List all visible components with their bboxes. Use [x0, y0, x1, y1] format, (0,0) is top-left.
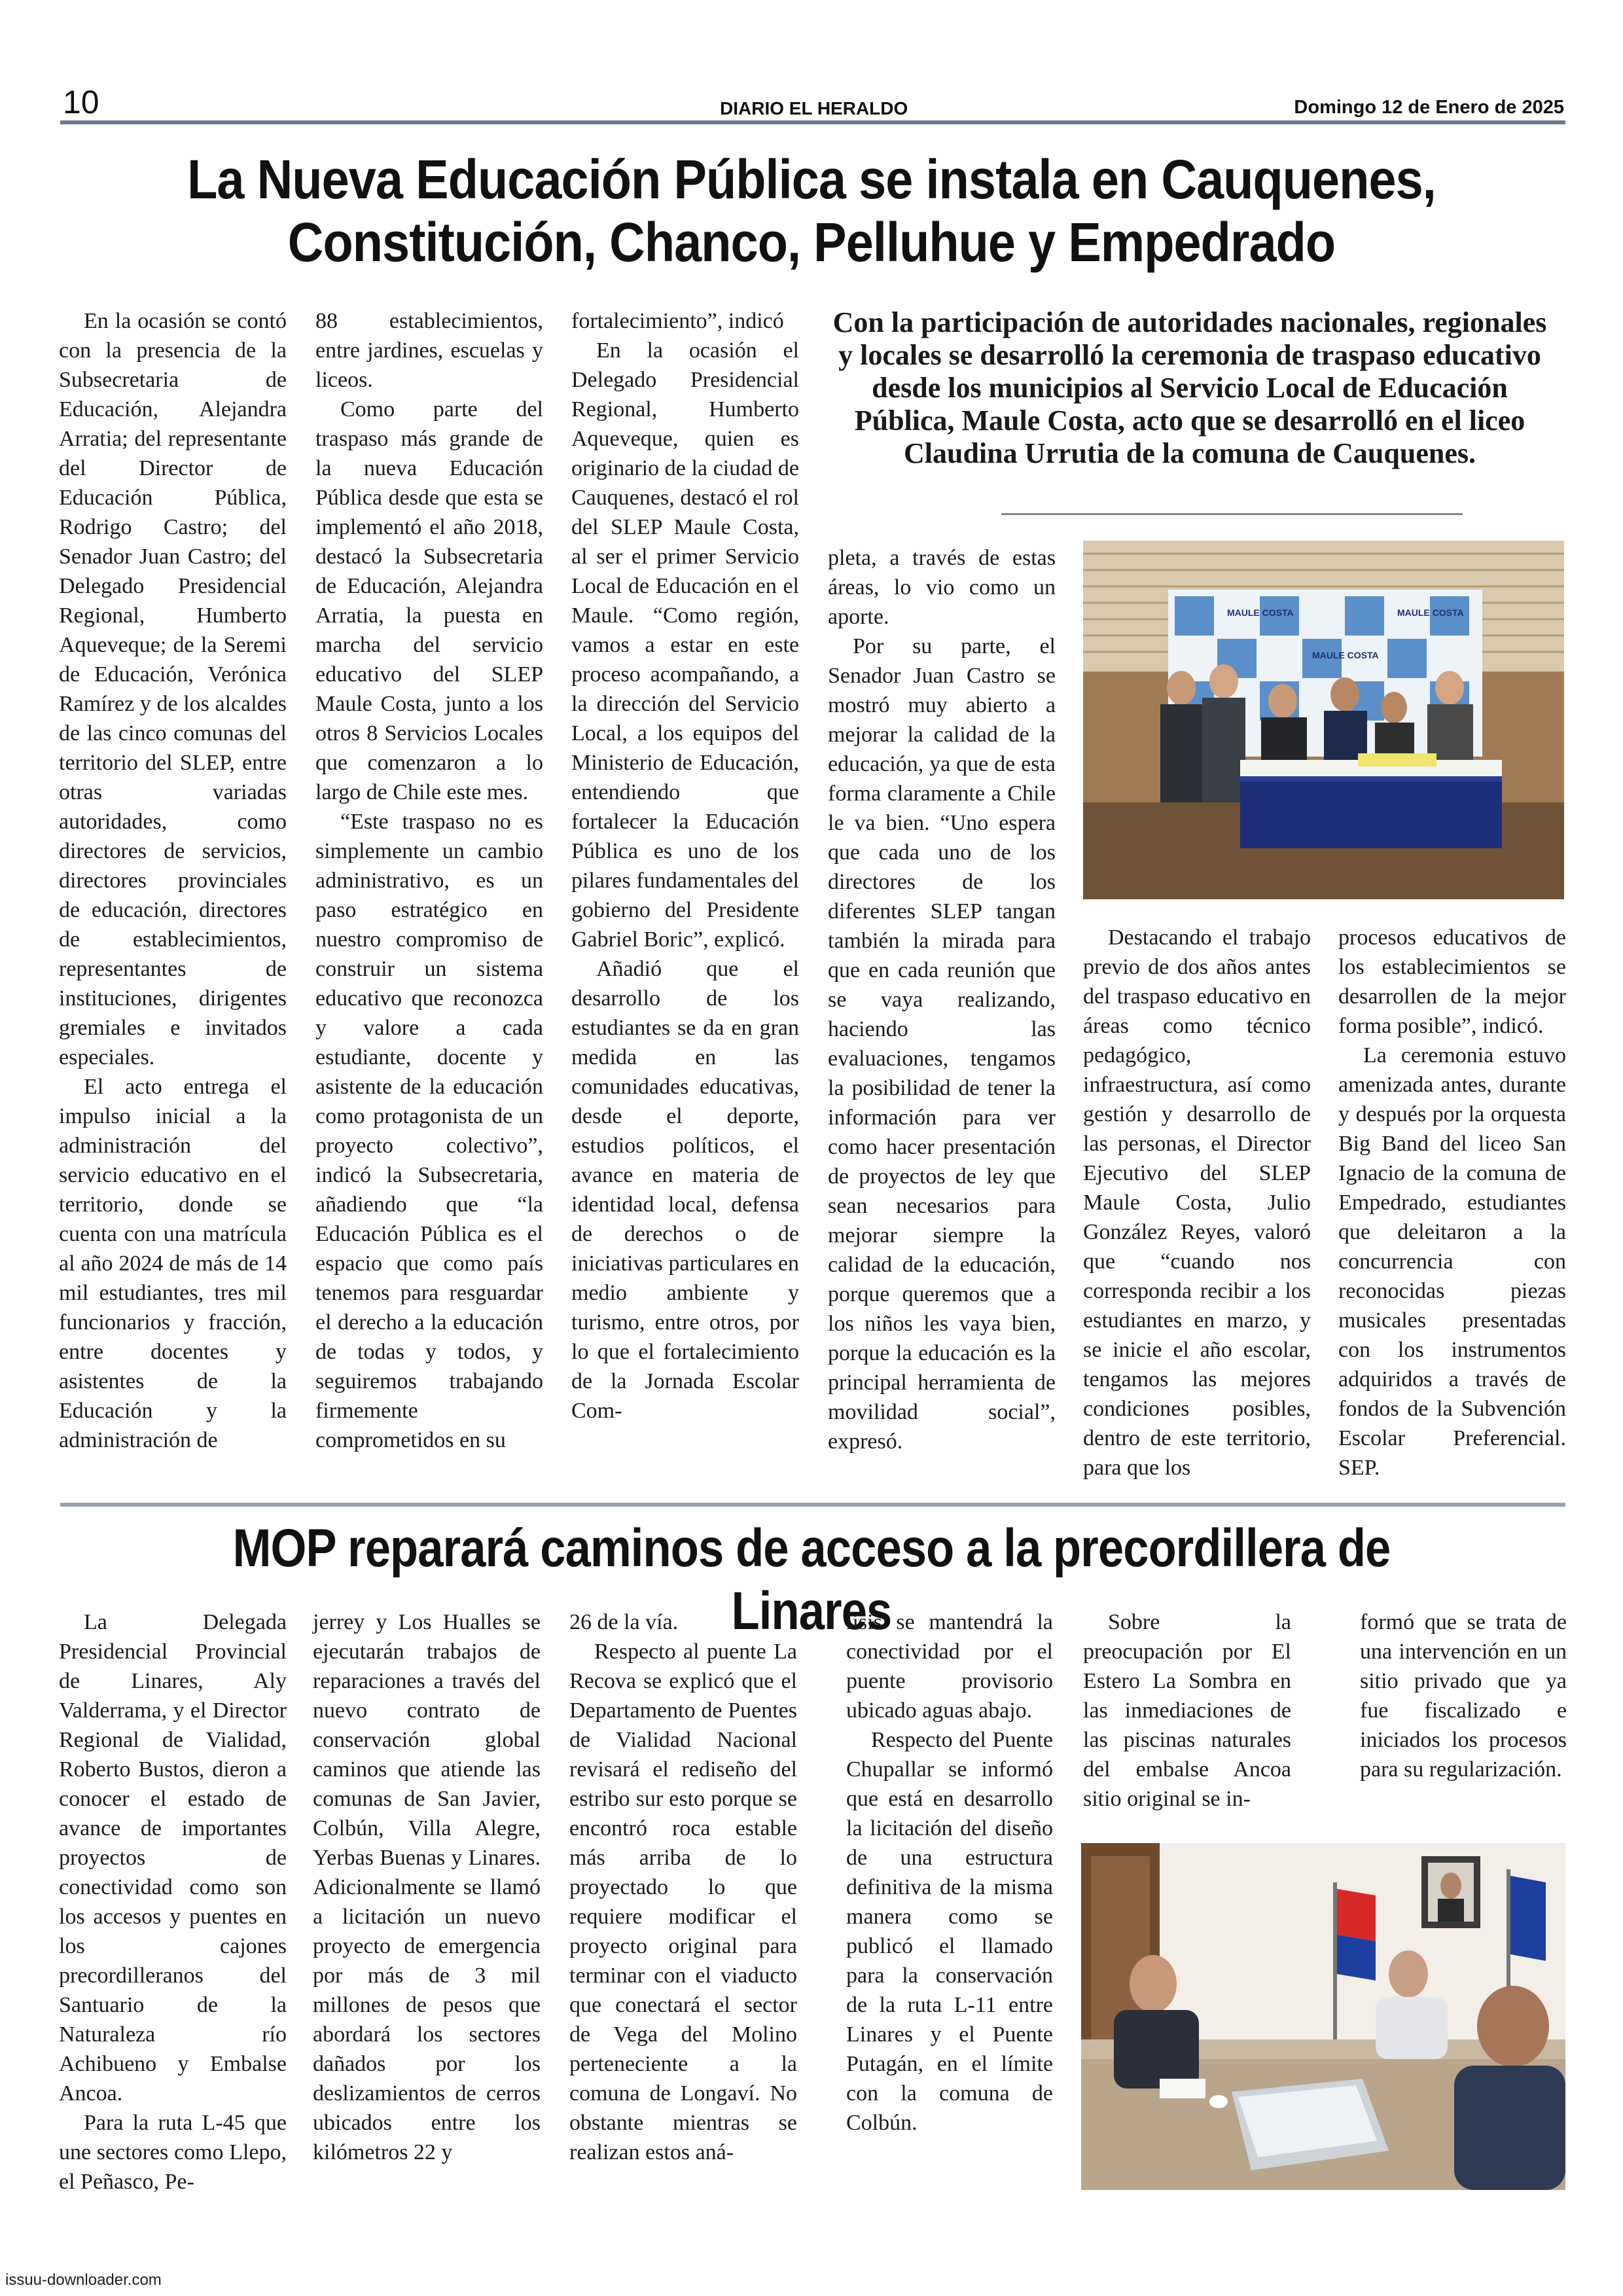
page-number: 10	[63, 84, 99, 120]
publication-date: Domingo 12 de Enero de 2025	[1294, 97, 1564, 118]
ceremony-photo	[1083, 541, 1564, 899]
ceremony-photo-illustration	[1083, 541, 1564, 899]
paragraph: Respecto del Puente Chupallar se informó que está en desarrollo la licitación del diseño de una estructura definitiva de la misma manera como se publicó el llamado para la conservación de la ruta L-11 entre Linares y el Puente Putagán, en el límite con la comuna de Colbún.	[846, 1728, 1053, 2135]
article1-column-5	[1083, 923, 1311, 1482]
meeting-photo	[1081, 1843, 1565, 2190]
article2-headline: MOP reparará caminos de acceso a la precordillera de Linares	[232, 1518, 1391, 1641]
paragraph: 26 de la vía.	[569, 1610, 679, 1634]
paragraph: jerrey y Los Hualles se ejecutarán trabajos de reparaciones a través del nuevo contrato de conservación global caminos que atiende las comunas de San Javier, Colbún, Villa Alegre, Yerbas Buenas y Linares. Adicionalmente se llamó a licitación un nuevo proyecto de emergencia por más de 3 mil millones de pesos que abordará los sectores dañados por los deslizamientos de cerros ubicados entre los kilómetros 22 y	[313, 1610, 541, 2164]
paragraph: En la ocasión el Delegado Presidencial Regional, Humberto Aqueveque, quien es originario de la ciudad de Cauquenes, destacó el rol del SLEP Maule Costa, al ser el primer Servicio Local de Educación en el Maule. “Como región, vamos a estar en este proceso acompañando, a la dirección del Servicio Local, a los equipos del Ministerio de Educación, entendiendo que fortalecer la Educación Pública es uno de los pilares fundamentales del gobierno del Presidente Gabriel Boric”, explicó.	[571, 338, 799, 952]
paragraph: Para la ruta L-45 que une sectores como Llepo, el Peñasco, Pe-	[59, 2111, 287, 2194]
article1-column-4	[828, 543, 1056, 1456]
article2-column-3	[569, 1607, 797, 2167]
paragraph: En la ocasión se contó con la presencia de la Subsecretaria de Educación, Alejandra Arratia; del representante del Director de Educación Pública, Rodrigo Castro; del Senador Juan Castro; del Delegado Presidencial Regional, Humberto Aqueveque; de la Seremi de Educación, Verónica Ramírez y de los alcaldes de las cinco comunas del territorio del SLEP, entre otras variadas autoridades, como directores de servicios, directores provinciales de educación, directores de establecimientos, representantes de instituciones, dirigentes gremiales e invitados especiales.	[59, 309, 287, 1069]
footer-watermark[interactable]: issuu-downloader.com	[5, 2271, 162, 2289]
paragraph: Por su parte, el Senador Juan Castro se mostró muy abierto a mejorar la calidad de la educación, ya que de esta forma claramente a Chile le va bien. “Uno espera que cada uno de los directores de los diferentes SLEP tangan también la mirada para que en cada reunión que se vaya realizando, haciendo las evaluaciones, tengamos la posibilidad de tener la información para ver como hacer presentación de proyectos de ley que sean necesarios para mejorar siempre la calidad de la educación, porque queremos que a los niños les vaya bien, porque la educación es la principal herramienta de movilidad social”, expresó.	[828, 634, 1056, 1454]
meeting-photo-illustration	[1081, 1843, 1565, 2190]
header-rule	[60, 120, 1565, 124]
article1-headline-line2: Constitución, Chanco, Pelluhue y Empedrado	[287, 211, 1336, 273]
article1-column-2	[315, 306, 543, 1455]
paragraph: El acto entrega el impulso inicial a la administración del servicio educativo en el territorio, donde se cuenta con una matrícula al año 2024 de más de 14 mil estudiantes, tres mil funcionarios y fracción, entre docentes y asistentes de la Educación y la administración de	[59, 1075, 287, 1452]
paragraph: Como parte del traspaso más grande de la nueva Educación Pública desde que esta se implementó el año 2018, destacó la Subsecretaria de Educación, Alejandra Arratia, la puesta en marcha del servicio educativo del SLEP Maule Costa, junto a los otros 8 Servicios Locales que comenzaron a lo largo de Chile este mes.	[315, 397, 543, 804]
paragraph: pleta, a través de estas áreas, lo vio como un aporte.	[828, 546, 1056, 629]
paragraph: Destacando el trabajo previo de dos años antes del traspaso educativo en áreas como técnico pedagógico, infraestructura, así como gestión y desarrollo de las personas, el Director Ejecutivo del SLEP Maule Costa, Julio González Reyes, valoró que “cuando nos corresponda recibir a los estudiantes en marzo, y se inicie el año escolar, tengamos las mejores condiciones posibles, dentro de este territorio, para que los	[1083, 925, 1311, 1480]
paragraph: Respecto al puente La Recova se explicó que el Departamento de Puentes de Vialidad Nacional revisará el rediseño del estribo sur esto porque se encontró roca estable más arriba de lo proyectado lo que requiere modificar el proyecto original para terminar con el viaducto que conectará el sector de Vega del Molino perteneciente a la comuna de Longaví. No obstante mientras se realizan estos aná-	[569, 1640, 797, 2164]
article2-column-5	[1083, 1607, 1291, 1814]
article2-column-6	[1360, 1607, 1567, 1784]
paragraph: lisis se mantendrá la conectividad por el puente provisorio ubicado aguas abajo.	[846, 1610, 1053, 1723]
paragraph: fortalecimiento”, indicó	[571, 309, 784, 333]
article1-column-6	[1338, 923, 1566, 1482]
article1-column-3	[571, 306, 799, 1426]
article2-column-2	[313, 1607, 541, 2167]
paragraph: formó que se trata de una intervención en un sitio privado que ya fue fiscalizado e iniciados los procesos para su regularización.	[1360, 1610, 1567, 1782]
article1-headline-line1: La Nueva Educación Pública se instala en Cauquenes,	[187, 149, 1436, 210]
paragraph: procesos educativos de los establecimientos se desarrollen de la mejor forma posible”, indicó.	[1338, 925, 1566, 1038]
article1-deck: Con la participación de autoridades nacionales, regionales y locales se desarrolló la ceremonia de traspaso educativo desde los municipios al Servicio Local de Educación Pública, Maule Costa, acto que se desarrolló en el liceo Claudina Urrutia de la comuna de Cauquenes.	[832, 306, 1547, 469]
section-rule	[60, 1503, 1565, 1507]
paragraph: La Delegada Presidencial Provincial de Linares, Aly Valderrama, y el Director Regional de Vialidad, Roberto Bustos, dieron a conocer el estado de avance de importantes proyectos de conectividad como son los accesos y puentes en los cajones precordilleranos del Santuario de la Naturaleza río Achibueno y Embalse Ancoa.	[59, 1610, 287, 2106]
article1-headline	[128, 148, 1495, 274]
paragraph: La ceremonia estuvo amenizada antes, durante y después por la orquesta Big Band del liceo San Ignacio de la comuna de Empedrado, estudiantes que deleitaron a la concurrencia con reconocidas piezas musicales presentadas con los instrumentos adquiridos a través de fondos de la Subvención Escolar Preferencial. SEP.	[1338, 1043, 1566, 1480]
article2-column-1	[59, 1607, 287, 2197]
paragraph: Sobre la preocupación por El Estero La Sombra en las inmediaciones de las piscinas naturales del embalse Ancoa sitio original se in-	[1083, 1610, 1291, 1811]
article2-column-4	[846, 1607, 1053, 2138]
banner-text: MAULE COSTA	[1227, 607, 1294, 618]
paragraph: Añadió que el desarrollo de los estudiantes se da en gran medida en las comunidades educativas, desde el deporte, estudios políticos, el avance en materia de identidad local, defensa de derechos o de iniciativas particulares en medio ambiente y turismo, entre otros, por lo que el fortalecimiento de la Jornada Escolar Com-	[571, 957, 799, 1423]
banner-text: MAULE COSTA	[1397, 607, 1464, 618]
publication-name: DIARIO EL HERALDO	[720, 98, 908, 118]
banner-text: MAULE COSTA	[1312, 650, 1379, 660]
paragraph: “Este traspaso no es simplemente un cambio administrativo, es un paso estratégico en nuestro compromiso de construir un sistema educativo que reconozca y valore a cada estudiante, docente y asistente de la educación como protagonista de un proyecto colectivo”, indicó la Subsecretaria, añadiendo que “la Educación Pública es el espacio que como país tenemos para resguardar el derecho a la educación de todas y todos, y seguiremos trabajando firmemente comprometidos en su	[315, 810, 543, 1452]
paragraph: 88 establecimientos, entre jardines, escuelas y liceos.	[315, 309, 543, 392]
article1-column-1	[59, 306, 287, 1455]
deck-rule	[1001, 513, 1463, 515]
